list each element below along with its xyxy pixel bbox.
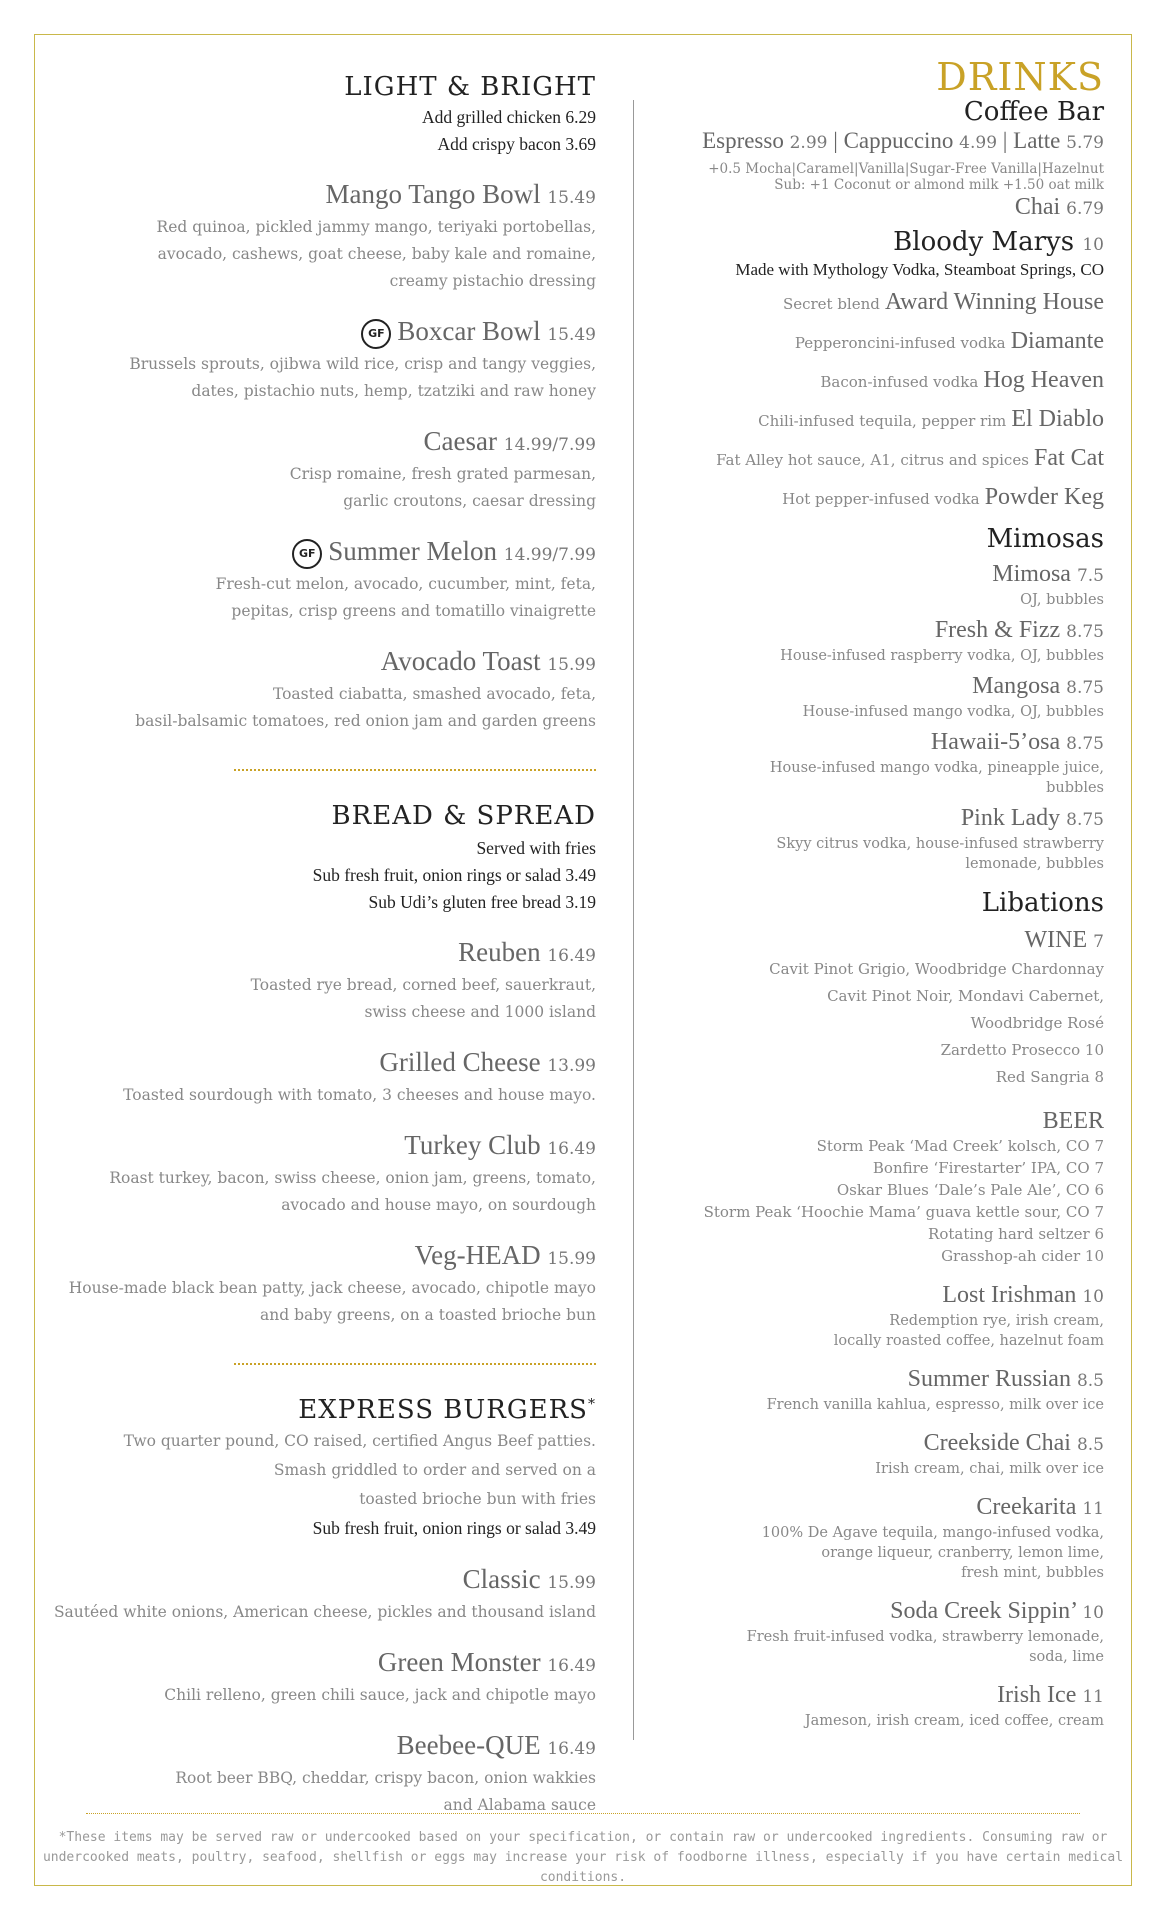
bloody-mary-item [674, 444, 1104, 475]
item-description: avocado and house mayo, on sourdough [281, 1196, 596, 1214]
item-name [50, 936, 596, 972]
item-price: 15.49 [547, 325, 596, 345]
item-title: Avocado Toast [380, 646, 541, 676]
drink-description: soda, lime [1029, 1649, 1104, 1665]
drinks-column [674, 55, 1104, 1731]
item-title: Green Monster [377, 1647, 541, 1677]
section-title: Libations [981, 888, 1104, 918]
drink-item [674, 1597, 1104, 1667]
item-description: and Alabama sauce [443, 1796, 596, 1814]
item-title: Grilled Cheese [379, 1047, 541, 1077]
drink-item [674, 1281, 1104, 1351]
item-description: dates, pistachio nuts, hemp, tzatziki and raw honey [191, 382, 596, 400]
drink-description: House-infused mango vodka, pineapple juice, [769, 760, 1104, 776]
express-burgers-section [50, 1395, 596, 1819]
coffee-bar-section [674, 97, 1104, 223]
item-name [50, 178, 596, 214]
drink-title: Fresh & Fizz [934, 617, 1061, 643]
drink-title: Diamante [1010, 328, 1104, 354]
section-note: Sub Udi’s gluten free bread 3.19 [368, 892, 596, 912]
food-column [50, 72, 596, 1819]
bloody-mary-item [674, 483, 1104, 514]
drinks-title: DRINKS [936, 55, 1104, 99]
bloody-mary-item [674, 366, 1104, 397]
drink-name [674, 728, 1104, 758]
wine-line: Red Sangria 8 [995, 1068, 1104, 1086]
drink-description: French vanilla kahlua, espresso, milk over ice [766, 1397, 1104, 1413]
item-price: 16.49 [547, 1656, 596, 1676]
dotted-divider [234, 769, 596, 771]
drink-description: Fat Alley hot sauce, A1, citrus and spices [716, 451, 1029, 469]
drink-item [674, 616, 1104, 666]
menu-item [50, 645, 596, 735]
item-description: Roast turkey, bacon, swiss cheese, onion jam, greens, tomato, [109, 1169, 596, 1187]
drink-description: fresh mint, bubbles [961, 1565, 1104, 1581]
drink-title: Lost Irishman [942, 1282, 1077, 1308]
menu-item [50, 315, 596, 405]
item-name [50, 425, 596, 461]
menu-item [50, 535, 596, 625]
drink-price: 8.75 [1066, 678, 1104, 698]
drink-title: Creekarita [976, 1494, 1077, 1520]
item-description: Root beer BBQ, cheddar, crispy bacon, onion wakkies [175, 1769, 596, 1787]
section-title: Mimosas [986, 524, 1104, 554]
item-price: 16.49 [547, 946, 596, 966]
libations-section [674, 888, 1104, 1731]
drink-price: 8.5 [1076, 1435, 1104, 1455]
bloody-mary-item [674, 288, 1104, 319]
gluten-free-icon: GF [292, 539, 322, 569]
drink-title: El Diablo [1011, 406, 1104, 432]
column-divider [633, 100, 634, 1740]
item-name [50, 1646, 596, 1682]
item-name [50, 1046, 596, 1082]
menu-item [50, 1129, 596, 1219]
item-price: 15.99 [547, 1249, 596, 1269]
item-description: Crisp romaine, fresh grated parmesan, [289, 465, 596, 483]
drink-description: Secret blend [782, 295, 880, 313]
drink-price: 10 [1082, 1603, 1104, 1623]
bloody-mary-item [674, 405, 1104, 436]
section-title: EXPRESS BURGERS* [298, 1395, 596, 1425]
mimosas-section [674, 524, 1104, 874]
item-description: Red quinoa, pickled jammy mango, teriyaki portobellas, [156, 218, 596, 236]
light-bright-section [50, 72, 596, 735]
drink-price: 8.75 [1066, 734, 1104, 754]
item-name [50, 1729, 596, 1765]
drink-title: Creekside Chai [923, 1430, 1071, 1456]
drink-title: Mimosa [992, 561, 1071, 587]
item-title: Beebee-QUE [396, 1730, 541, 1760]
drink-description: locally roasted coffee, hazelnut foam [833, 1333, 1104, 1349]
item-price: 15.49 [547, 188, 596, 208]
menu-item [50, 1729, 596, 1819]
disclaimer-line: undercooked meats, poultry, seafood, shellfish or eggs may increase your risk of foodborne illness, especially if you have certain medical conditions. [42, 1850, 1124, 1885]
drink-item [674, 804, 1104, 874]
section-note: Served with fries [476, 838, 596, 858]
item-price: 16.49 [547, 1739, 596, 1759]
drink-description: Bacon-infused vodka [820, 373, 979, 391]
drink-title: Hawaii-5’osa [930, 729, 1061, 755]
beer-line: Grasshop-ah cider 10 [941, 1247, 1104, 1265]
drink-title: Pink Lady [960, 805, 1061, 831]
drink-price: 8.5 [1076, 1371, 1104, 1391]
drink-title: Mangosa [972, 673, 1061, 699]
section-title: LIGHT & BRIGHT [344, 72, 596, 102]
section-title: Bloody Marys 10 [893, 227, 1104, 257]
item-title: Boxcar Bowl [397, 316, 541, 346]
item-name [50, 535, 596, 571]
drink-name [674, 804, 1104, 834]
menu-item [50, 425, 596, 515]
drink-title: Summer Russian [907, 1366, 1071, 1392]
section-intro: Two quarter pound, CO raised, certified Angus Beef patties. [123, 1432, 596, 1450]
drink-title: Award Winning House [884, 289, 1104, 315]
item-description: and baby greens, on a toasted brioche bun [260, 1306, 596, 1324]
item-title: Veg-HEAD [414, 1240, 541, 1270]
chai-item: Chai 6.79 [1014, 194, 1104, 220]
wine-line: Cavit Pinot Grigio, Woodbridge Chardonnay [769, 960, 1104, 978]
drink-description: House-infused raspberry vodka, OJ, bubbles [780, 648, 1104, 664]
menu-item [50, 1563, 596, 1626]
drink-description: OJ, bubbles [1020, 592, 1104, 608]
item-description: avocado, cashews, goat cheese, baby kale and romaine, [157, 245, 596, 263]
drink-description: 100% De Agave tequila, mango-infused vodka, [761, 1525, 1104, 1541]
item-price: 15.99 [547, 655, 596, 675]
menu-item [50, 1646, 596, 1709]
beer-line: Rotating hard seltzer 6 [928, 1225, 1104, 1243]
item-description: House-made black bean patty, jack cheese, avocado, chipotle mayo [68, 1279, 596, 1297]
item-price: 16.49 [547, 1139, 596, 1159]
item-description: creamy pistachio dressing [389, 272, 596, 290]
drink-price: 10 [1082, 1287, 1104, 1307]
item-name [50, 1563, 596, 1599]
drink-name [674, 560, 1104, 590]
drink-description: House-infused mango vodka, OJ, bubbles [802, 704, 1104, 720]
beer-title: BEER [1042, 1108, 1104, 1134]
drink-item [674, 1365, 1104, 1415]
drink-price: 11 [1082, 1499, 1104, 1519]
drink-description: orange liqueur, cranberry, lemon lime, [821, 1545, 1104, 1561]
bloody-marys-section [674, 227, 1104, 514]
item-title: Mango Tango Bowl [325, 179, 541, 209]
disclaimer [40, 1828, 1126, 1888]
beer-line: Storm Peak ‘Hoochie Mama’ guava kettle sour, CO 7 [703, 1203, 1104, 1221]
drink-item [674, 560, 1104, 610]
section-intro: Smash griddled to order and served on a [273, 1461, 596, 1479]
item-title: Reuben [458, 937, 541, 967]
drink-name [674, 672, 1104, 702]
item-description: Sautéed white onions, American cheese, pickles and thousand island [53, 1603, 596, 1621]
drink-description: Jameson, irish cream, iced coffee, cream [804, 1713, 1104, 1729]
drink-item [674, 1493, 1104, 1583]
section-title: BREAD & SPREAD [331, 801, 596, 831]
section-note: Made with Mythology Vodka, Steamboat Springs, CO [735, 260, 1104, 279]
drink-title: Fat Cat [1034, 445, 1104, 471]
drink-item [674, 672, 1104, 722]
drink-description: Redemption rye, irish cream, [889, 1313, 1104, 1329]
item-title: Summer Melon [328, 536, 497, 566]
drink-description: Fresh fruit-infused vodka, strawberry lemonade, [746, 1629, 1104, 1645]
addon-note: Add crispy bacon 3.69 [437, 134, 596, 154]
drink-description: bubbles [1046, 780, 1104, 796]
drink-description: Chili-infused tequila, pepper rim [758, 412, 1007, 430]
coffee-items: Espresso 2.99 | Cappuccino 4.99 | Latte 5.79 [702, 128, 1104, 153]
wine-line: Cavit Pinot Noir, Mondavi Cabernet, [827, 987, 1104, 1005]
drink-name [674, 1365, 1104, 1395]
bloody-mary-item [674, 327, 1104, 358]
gluten-free-icon: GF [361, 319, 391, 349]
drink-name [674, 1681, 1104, 1711]
section-note: Sub fresh fruit, onion rings or salad 3.49 [312, 865, 596, 885]
drink-price: 8.75 [1066, 810, 1104, 830]
menu-item [50, 1046, 596, 1109]
section-note: Sub fresh fruit, onion rings or salad 3.49 [312, 1518, 596, 1538]
item-description: pepitas, crisp greens and tomatillo vinaigrette [231, 602, 596, 620]
drink-description: Pepperoncini-infused vodka [794, 334, 1006, 352]
item-name [50, 1239, 596, 1275]
item-name [50, 1129, 596, 1165]
drink-title: Soda Creek Sippin’ [890, 1598, 1077, 1624]
wine-title: WINE 7 [1024, 927, 1104, 953]
item-description: Toasted rye bread, corned beef, sauerkraut, [250, 976, 596, 994]
drink-title: Powder Keg [984, 484, 1104, 510]
item-description: swiss cheese and 1000 island [364, 1003, 596, 1021]
item-price: 13.99 [547, 1056, 596, 1076]
wine-line: Woodbridge Rosé [970, 1014, 1104, 1032]
drink-price: 8.75 [1066, 622, 1104, 642]
wine-line: Zardetto Prosecco 10 [940, 1041, 1104, 1059]
item-name [50, 645, 596, 681]
menu-item [50, 936, 596, 1026]
disclaimer-line: *These items may be served raw or undercooked based on your specification, or contain raw or undercooked ingredients. Consuming raw or [58, 1830, 1108, 1845]
drink-description: Skyy citrus vodka, house-infused strawberry [776, 836, 1104, 852]
menu-item [50, 178, 596, 295]
drink-name [674, 616, 1104, 646]
dotted-divider [234, 1363, 596, 1365]
section-title: Coffee Bar [963, 97, 1104, 127]
bread-spread-section [50, 801, 596, 1329]
drink-description: Hot pepper-infused vodka [782, 490, 980, 508]
drink-description: Irish cream, chai, milk over ice [875, 1461, 1104, 1477]
drink-title: Irish Ice [997, 1682, 1077, 1708]
drink-item [674, 1681, 1104, 1731]
footer-divider [86, 1813, 1080, 1814]
drink-name [674, 1281, 1104, 1311]
item-title: Caesar [423, 426, 497, 456]
addon-note: Add grilled chicken 6.29 [422, 107, 596, 127]
drink-title: Hog Heaven [983, 367, 1104, 393]
beer-line: Storm Peak ‘Mad Creek’ kolsch, CO 7 [816, 1137, 1104, 1155]
item-title: Classic [462, 1564, 541, 1594]
drink-item [674, 728, 1104, 798]
item-price: 14.99/7.99 [503, 435, 596, 455]
item-description: garlic croutons, caesar dressing [343, 492, 596, 510]
drink-price: 11 [1082, 1687, 1104, 1707]
drink-name [674, 1429, 1104, 1459]
item-name [50, 315, 596, 351]
item-description: Fresh-cut melon, avocado, cucumber, mint, feta, [215, 575, 596, 593]
coffee-milk-note: Sub: +1 Coconut or almond milk +1.50 oat milk [774, 177, 1104, 193]
menu-item [50, 1239, 596, 1329]
section-intro: toasted brioche bun with fries [359, 1490, 596, 1508]
item-description: Chili relleno, green chili sauce, jack and chipotle mayo [164, 1686, 596, 1704]
beer-line: Bonfire ‘Firestarter’ IPA, CO 7 [872, 1159, 1104, 1177]
drink-name [674, 1597, 1104, 1627]
drink-price: 7.5 [1076, 566, 1104, 586]
item-price: 14.99/7.99 [503, 545, 596, 565]
beer-line: Oskar Blues ‘Dale’s Pale Ale’, CO 6 [836, 1181, 1104, 1199]
coffee-addon-note: +0.5 Mocha|Caramel|Vanilla|Sugar-Free Vanilla|Hazelnut [708, 161, 1104, 177]
item-description: basil-balsamic tomatoes, red onion jam and garden greens [135, 712, 596, 730]
item-price: 15.99 [547, 1573, 596, 1593]
item-description: Toasted ciabatta, smashed avocado, feta, [272, 685, 596, 703]
drink-description: lemonade, bubbles [965, 856, 1104, 872]
item-description: Toasted sourdough with tomato, 3 cheeses and house mayo. [123, 1086, 596, 1104]
item-title: Turkey Club [404, 1130, 541, 1160]
drink-name [674, 1493, 1104, 1523]
item-description: Brussels sprouts, ojibwa wild rice, crisp and tangy veggies, [129, 355, 596, 373]
drink-item [674, 1429, 1104, 1479]
